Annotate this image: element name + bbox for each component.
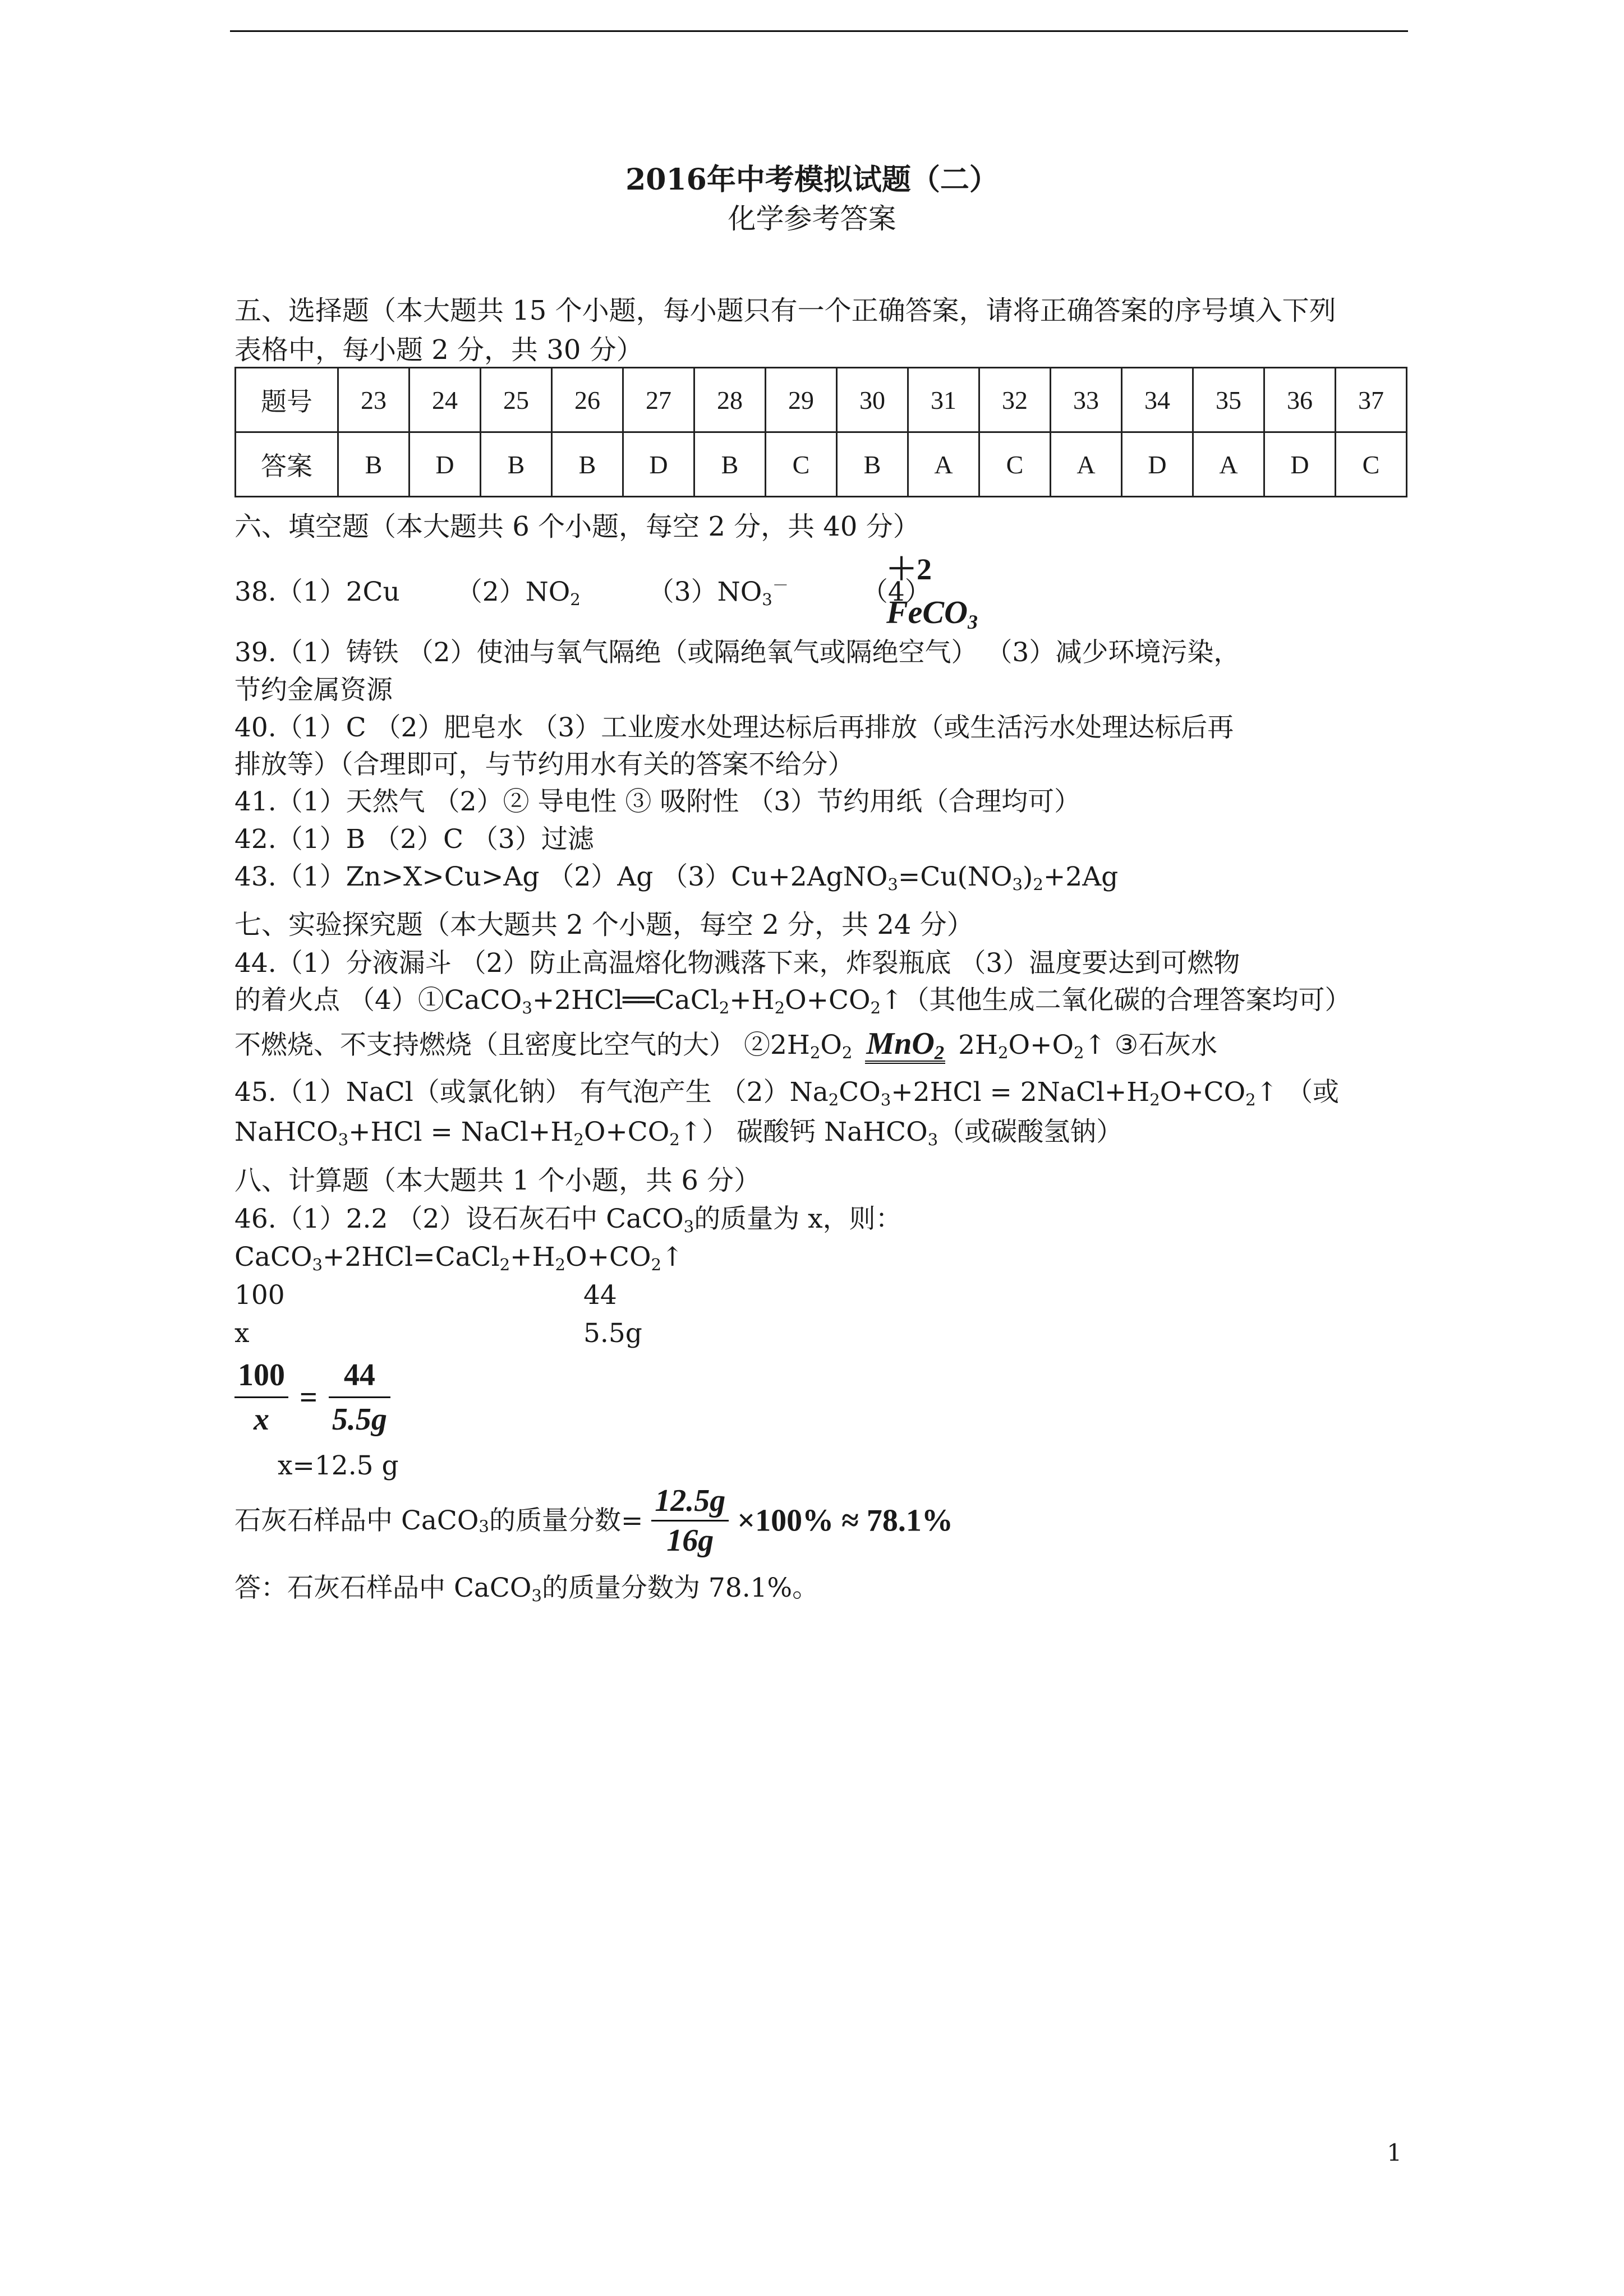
q44-line3 [234,1027,1217,1064]
pct-num: 12.5g [651,1485,729,1522]
q38-part2: （2）NO [456,577,571,607]
sub: 2 [774,998,785,1018]
fraction-1 [234,1357,288,1437]
q44-line1: 44.（1）分液漏斗 （2）防止高温熔化物溅落下来，炸裂瓶底 （3）温度要达到可燃物 [234,948,1240,979]
q38-formula-main: FeCO [886,594,968,630]
q38-part1: （1）2Cu [276,577,400,607]
answer-cell: A [1193,432,1264,497]
question-number: 31 [908,368,979,432]
sub: 3 [683,1217,694,1237]
q38-part3: （3）NO [647,577,762,607]
q44-line3-b: O [820,1030,842,1061]
eq-c: +H [510,1242,555,1273]
q45-line2-d: ↑） 碳酸钙 NaHCO [679,1117,928,1147]
q45-line1-b: CO [839,1077,881,1108]
fraction-1-num: 100 [234,1357,288,1398]
question-number: 32 [979,368,1051,432]
sub: 2 [1245,1090,1256,1110]
answer-cell: C [1336,432,1407,497]
page-number: 1 [1387,2139,1402,2166]
q38-number: 38. [234,577,277,607]
question-number: 28 [694,368,766,432]
q43-b: =Cu(NO [898,861,1013,892]
q46-line1-a: 46.（1）2.2 （2）设石灰石中 CaCO [234,1204,684,1234]
question-number: 27 [623,368,694,432]
fraction-2 [329,1357,390,1437]
q45-line1 [234,1077,1340,1110]
q44-line2-e: ↑（其他生成二氧化碳的合理答案均可） [881,985,1351,1016]
sub: 2 [499,1255,510,1275]
answer-a: 答：石灰石样品中 CaCO [234,1573,532,1603]
sub: 3 [479,1516,489,1536]
mass-caco3: 100 [234,1280,285,1311]
x-result: x=12.5 g [278,1450,399,1481]
q43-a: 43.（1）Zn>X>Cu>Ag （2）Ag （3）Cu+2AgNO [234,861,888,892]
answer-cell: D [1264,432,1336,497]
q45-line2-e: （或碳酸氢钠） [938,1117,1123,1147]
eq-b: +2HCl=CaCl [323,1242,500,1273]
answer-cell: D [623,432,694,497]
q45-line2 [234,1117,1123,1150]
sub: 2 [651,1255,662,1275]
q44-line2-c: +H [729,985,775,1016]
q46-equation [234,1242,684,1275]
answer-cell: B [837,432,908,497]
eq-a: CaCO [234,1242,312,1273]
question-number: 25 [481,368,552,432]
q38-part2-sub: 2 [570,590,581,610]
q42-line: 42.（1）B （2）C （3）过滤 [234,824,594,855]
final-answer [234,1573,819,1606]
answer-cell: B [338,432,410,497]
sub: 2 [870,998,881,1018]
answer-cell: A [908,432,979,497]
row-label-question: 题号 [236,368,338,432]
q44-line3-d: O+O [1008,1030,1074,1061]
answer-row [236,432,1407,497]
q45-line2-c: O+CO [583,1117,670,1147]
sub: 3 [338,1130,349,1150]
percentage-line [234,1485,953,1556]
q44-line3-c: 2H [958,1030,998,1061]
q43-a-sub: 3 [887,875,898,895]
sub: 3 [312,1255,323,1275]
q45-line1-e: ↑ （或 [1255,1077,1340,1108]
page-title: 2016年中考模拟试题（二） [625,163,999,197]
q44-line2 [234,985,1351,1018]
value-co2: 5.5g [583,1318,642,1349]
answer-cell: D [1122,432,1193,497]
answer-cell: C [979,432,1051,497]
answer-table [234,367,1407,497]
pct-fraction [651,1485,729,1556]
question-number: 26 [552,368,623,432]
answer-cell: C [766,432,837,497]
q44-line2-a: 的着火点 （4）①CaCO [234,985,522,1016]
q43-line [234,861,1119,895]
catalyst-sub: 2 [934,1041,945,1064]
q46-line1-b: 的质量为 x，则： [694,1204,902,1234]
answer-cell: A [1051,432,1122,497]
question-number: 37 [1336,368,1407,432]
question-number: 35 [1193,368,1264,432]
q44-line2-b: +2HCl══CaCl [532,985,719,1016]
question-number: 33 [1051,368,1122,432]
eq-d: O+CO [565,1242,651,1273]
question-row [236,368,1407,432]
pct-tail: ×100% ≈ 78.1% [737,1503,953,1538]
q43-d: +2Ag [1043,861,1119,892]
q38-part3-sub: 3 [762,590,772,610]
q39-line1: 39.（1）铸铁 （2）使油与氧气隔绝（或隔绝氧气或隔绝空气） （3）减少环境污染， [234,637,1240,668]
q40-line2: 排放等）（合理即可，与节约用水有关的答案不给分） [234,749,854,780]
question-number: 24 [410,368,481,432]
q45-line2-a: NaHCO [234,1117,338,1147]
q41-line: 41.（1）天然气 （2）② 导电性 ③ 吸附性 （3）节约用纸（合理均可） [234,786,1081,817]
section5-line1: 五、选择题（本大题共 15 个小题，每小题只有一个正确答案，请将正确答案的序号填入下列 [234,295,1336,326]
sub: 2 [1149,1090,1160,1110]
q44-line3-e: ↑ ③石灰水 [1084,1030,1217,1061]
catalyst-text: MnO [866,1026,935,1061]
q45-line1-c: +2HCl = 2NaCl+H [891,1077,1150,1108]
sub: 2 [809,1043,821,1063]
sub: 2 [669,1130,680,1150]
q43-c: ) [1023,861,1033,892]
value-x: x [234,1318,250,1349]
sub: 2 [998,1043,1009,1063]
q38-part3-sup: － [772,575,789,595]
q38-formula-sub: 3 [968,611,978,634]
q39-line2: 节约金属资源 [234,675,393,706]
eq-e: ↑ [661,1242,684,1273]
sub: 2 [841,1043,853,1063]
sub: 2 [573,1130,584,1150]
fraction-1-den: x [254,1402,269,1437]
question-number: 29 [766,368,837,432]
q38-formula [886,593,978,634]
answer-cell: D [410,432,481,497]
answer-b: 的质量分数为 78.1%。 [541,1573,819,1603]
pct-den: 16g [666,1523,714,1558]
fraction-2-num: 44 [329,1357,390,1398]
top-rule [230,30,1408,32]
section6-header: 六、填空题（本大题共 6 个小题，每空 2 分，共 40 分） [234,511,920,542]
question-number: 36 [1264,368,1336,432]
q40-line1: 40.（1）C （2）肥皂水 （3）工业废水处理达标后再排放（或生活污水处理达标后再 [234,712,1234,743]
section7-header: 七、实验探究题（本大题共 2 个小题，每空 2 分，共 24 分） [234,909,974,940]
fraction-2-den: 5.5g [332,1402,387,1437]
q43-b-sub: 3 [1012,875,1023,895]
section5-line2: 表格中，每小题 2 分，共 30 分） [234,334,643,366]
answer-cell: B [694,432,766,497]
sub: 2 [555,1255,566,1275]
sub: 2 [1073,1043,1084,1063]
pct-label-a: 石灰石样品中 CaCO [234,1505,479,1536]
mass-co2: 44 [583,1280,617,1311]
question-number: 34 [1122,368,1193,432]
q38-part4: （4） [861,577,931,607]
q44-line3-a: 不燃烧、不支持燃烧（且密度比空气的大） ②2H [234,1030,810,1061]
answer-cell: B [552,432,623,497]
q45-line1-d: O+CO [1160,1077,1246,1108]
sub: 3 [522,998,532,1018]
question-number: 23 [338,368,410,432]
sub: 2 [719,998,730,1018]
sub: 2 [828,1090,839,1110]
q45-line2-b: +HCl = NaCl+H [348,1117,574,1147]
q45-line1-a: 45.（1）NaCl（或氯化钠） 有气泡产生 （2）Na [234,1077,829,1108]
proportion [234,1357,390,1437]
q38-line [234,575,931,610]
section8-header: 八、计算题（本大题共 1 个小题，共 6 分） [234,1165,761,1196]
sub: 3 [880,1090,891,1110]
sub: 3 [531,1586,542,1606]
page-subtitle: 化学参考答案 [728,202,896,235]
catalyst-label [865,1027,945,1064]
equals-sign: = [300,1380,318,1415]
row-label-answer: 答案 [236,432,338,497]
question-number: 30 [837,368,908,432]
q38-valence: ＋2 [886,552,932,586]
q43-c-sub: 2 [1033,875,1043,895]
sub: 3 [927,1130,938,1150]
q44-line2-d: O+CO [785,985,871,1016]
answer-cell: B [481,432,552,497]
pct-label-b: 的质量分数= [489,1505,643,1536]
q46-line1 [234,1204,902,1237]
